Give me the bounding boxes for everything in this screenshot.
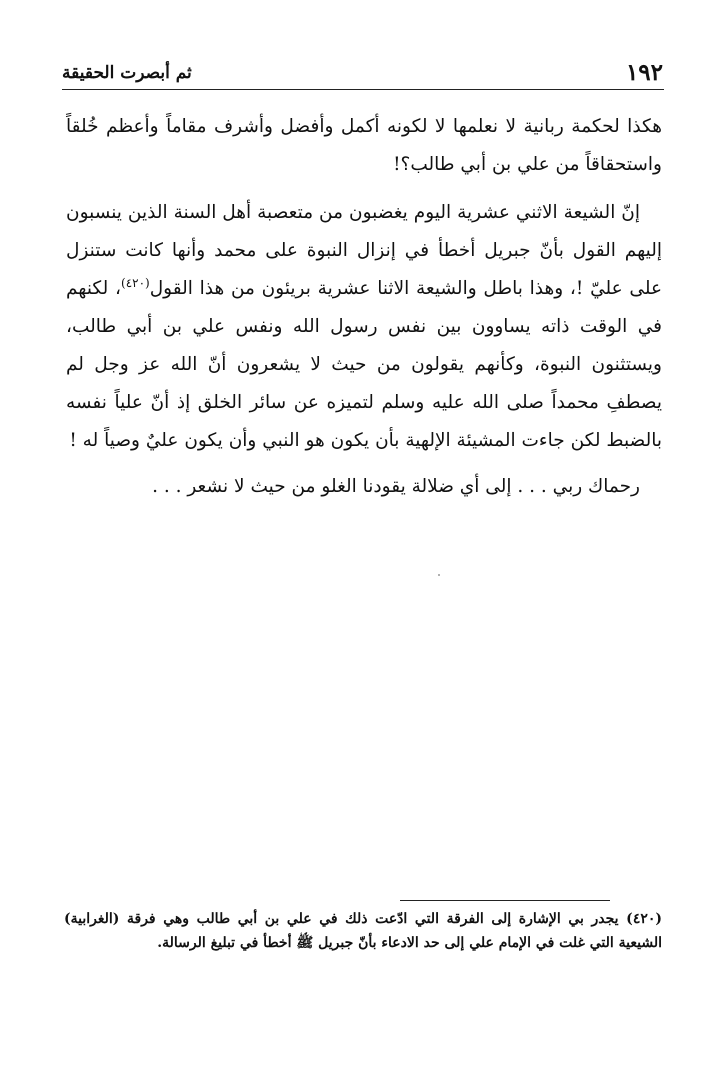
footnote-text: (٤٢٠) يجدر بي الإشارة إلى الفرقة التي ادّعت ذلك في علي بن أبي طالب وهي فرقة (الغرابية) الشيعية التي غلت في الإمام علي إلى حد الادعاء بأنّ جبريل ﷺ أخطأ في تبليغ الرسالة. <box>64 911 662 951</box>
paragraph-1: هكذا لحكمة ربانية لا نعلمها لا لكونه أكمل وأفضل وأشرف مقاماً وأعظم خُلقاً واستحقاقاً من علي بن أبي طالب؟! <box>66 116 662 175</box>
paragraph-2-start: إنّ الشيعة الاثني عشرية اليوم يغضبون من متعصبة أهل السنة الذين ينسبون إليهم القول بأنّ جبريل أخطأ في إنزال النبوة على محمد وأنها كانت ستنزل على عليّ !، وهذا باطل والشيعة الاثنا عشرية بريئون من هذا القول <box>66 202 662 299</box>
running-title: ثم أبصرت الحقيقة <box>62 63 192 83</box>
footnote-reference: (٤٢٠) <box>121 275 150 290</box>
paragraph-2-end: ، لكنهم في الوقت ذاته يساوون بين نفس رسول الله ونفس علي بن أبي طالب، ويستثنون النبوة، وكأنهم يقولون من حيث لا يشعرون أنّ الله عز وجل لم يصطفِ محمداً صلى الله عليه وسلم لتميزه عن سائر الخلق إذ أنّ علياً نفسه بالضبط لكن جاءت المشيئة الإلهية بأن يكون هو النبي وأن يكون عليٌ وصياً له ! <box>66 278 662 451</box>
page-header <box>62 58 663 88</box>
main-text <box>66 108 662 506</box>
footnote <box>64 907 662 955</box>
footnote-rule <box>400 900 610 901</box>
paragraph-2 <box>66 194 662 460</box>
scan-speck <box>438 574 440 576</box>
header-rule <box>62 89 664 90</box>
page-number: ١٩٢ <box>625 59 663 86</box>
paragraph-3: رحماك ربي . . . إلى أي ضلالة يقودنا الغلو من حيث لا نشعر . . . <box>152 476 640 497</box>
